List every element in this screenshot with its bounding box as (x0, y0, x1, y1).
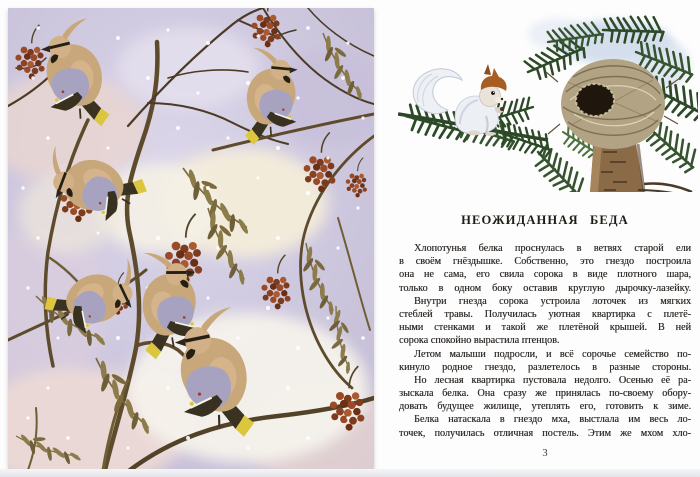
squirrel (413, 64, 506, 136)
waxwings-winter-scene (8, 8, 374, 470)
text-line: зыскала белка. Она сразу же принялась по-своему обору- (399, 388, 691, 400)
text-line: довать будущее жилище, утеплять его, готовить к зиме. (399, 401, 691, 413)
text-line: в своём гнёздышке. Собственно, это гнездо построила (399, 256, 691, 268)
text-line: Но лесная квартирка пустовала недолго. Осенью её ра- (414, 374, 691, 386)
page-number: 3 (542, 448, 548, 459)
text-line: ными стенками и такой же плетёной крышей. В ней (399, 322, 691, 334)
text-line: она не сама, его свила сорока в виде плотного шара, (399, 269, 691, 281)
squirrel-tail (413, 69, 462, 114)
text-line: сорока спокойно вырастила птенцов. (399, 335, 560, 347)
left-page-illustration (8, 8, 374, 470)
story-text (399, 242, 691, 440)
text-line: стеблей травы. Получилась уютная квартирка с плетё- (399, 308, 691, 320)
text-line: только в одном боку оставив круглую дырочку-лазейку. (399, 282, 691, 294)
page-bottom-edge (0, 469, 700, 477)
text-line: Летом малыши подросли, и всё сорочье семейство по- (414, 348, 691, 360)
text-line: кинуло родное гнездо, разлетелось в разные стороны. (399, 361, 691, 373)
text-line: Хлопотунья белка проснулась в ветвях старой ели (414, 243, 691, 254)
squirrel-nest-scene (398, 12, 698, 192)
text-line: точек, получилась отличная постель. Этим же мхом хло- (399, 427, 691, 439)
right-page-illustration (398, 12, 698, 192)
text-line: Белка натаскала в гнездо мха, выстлала им весь ло- (414, 414, 691, 426)
text-line: Внутри гнезда сорока устроила лоточек из мягких (414, 295, 691, 307)
story-title: НЕОЖИДАННАЯ БЕДА (461, 213, 629, 227)
